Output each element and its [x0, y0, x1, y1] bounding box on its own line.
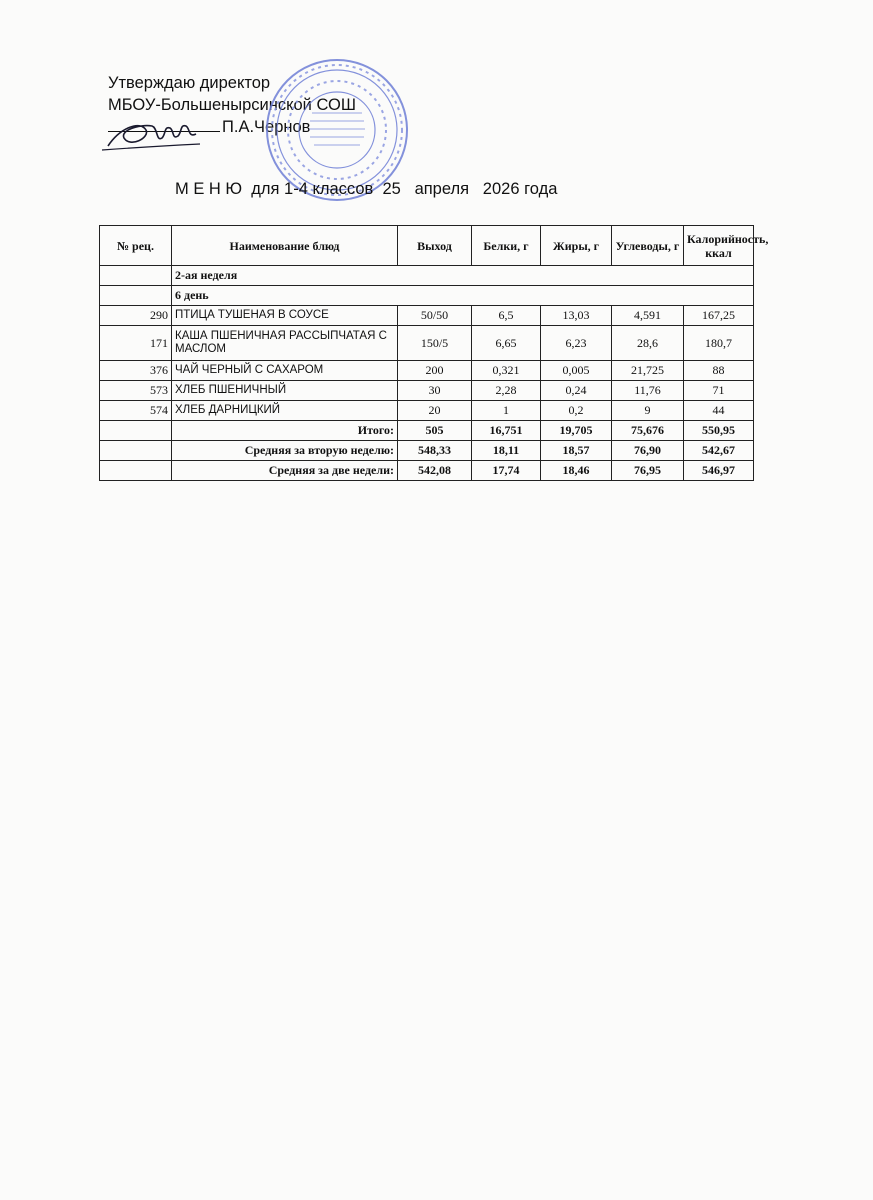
calories-value: 167,25 [684, 306, 754, 326]
average-week-calories: 542,67 [684, 441, 754, 461]
calories-value: 180,7 [684, 326, 754, 361]
average-two-weeks-carbs: 76,95 [612, 461, 684, 481]
total-carbs: 75,676 [612, 421, 684, 441]
fat-value: 13,03 [541, 306, 612, 326]
output-value: 50/50 [398, 306, 472, 326]
fat-value: 0,005 [541, 361, 612, 381]
average-two-weeks-row [100, 461, 754, 481]
calories-value: 44 [684, 401, 754, 421]
average-week-row [100, 441, 754, 461]
table-row [100, 326, 754, 361]
menu-table [99, 225, 769, 481]
average-week-carbs: 76,90 [612, 441, 684, 461]
table-header-row [100, 226, 754, 266]
dish-name: ПТИЦА ТУШЕНАЯ В СОУСЕ [172, 306, 398, 326]
table-row [100, 361, 754, 381]
output-value: 20 [398, 401, 472, 421]
day-row [100, 286, 754, 306]
carbs-value: 4,591 [612, 306, 684, 326]
recipe-number: 290 [100, 306, 172, 326]
protein-value: 6,65 [472, 326, 541, 361]
col-output: Выход [398, 226, 472, 266]
average-two-weeks-fat: 18,46 [541, 461, 612, 481]
carbs-value: 21,725 [612, 361, 684, 381]
recipe-number: 573 [100, 381, 172, 401]
total-fat: 19,705 [541, 421, 612, 441]
average-week-fat: 18,57 [541, 441, 612, 461]
col-protein: Белки, г [472, 226, 541, 266]
protein-value: 6,5 [472, 306, 541, 326]
total-calories: 550,95 [684, 421, 754, 441]
approve-text: Утверждаю директор [108, 74, 271, 92]
protein-value: 1 [472, 401, 541, 421]
day-label: 6 день [172, 286, 754, 306]
average-two-weeks-protein: 17,74 [472, 461, 541, 481]
average-week-protein: 18,11 [472, 441, 541, 461]
total-label: Итого: [172, 421, 398, 441]
average-two-weeks-output: 542,08 [398, 461, 472, 481]
col-carbs: Углеводы, г [612, 226, 684, 266]
dish-name: ЧАЙ ЧЕРНЫЙ С САХАРОМ [172, 361, 398, 381]
signer-name: П.А.Чернов [222, 118, 311, 136]
output-value: 30 [398, 381, 472, 401]
calories-value: 88 [684, 361, 754, 381]
fat-value: 0,24 [541, 381, 612, 401]
col-calories: Калорийность, ккал [684, 226, 754, 266]
average-two-weeks-label: Средняя за две недели: [172, 461, 398, 481]
dish-name: КАША ПШЕНИЧНАЯ РАССЫПЧАТАЯ С МАСЛОМ [172, 326, 398, 361]
average-week-label: Средняя за вторую неделю: [172, 441, 398, 461]
carbs-value: 9 [612, 401, 684, 421]
week-row [100, 266, 754, 286]
average-week-output: 548,33 [398, 441, 472, 461]
table-row [100, 306, 754, 326]
output-value: 150/5 [398, 326, 472, 361]
output-value: 200 [398, 361, 472, 381]
average-two-weeks-calories: 546,97 [684, 461, 754, 481]
calories-value: 71 [684, 381, 754, 401]
col-recipe-number: № рец. [100, 226, 172, 266]
recipe-number: 171 [100, 326, 172, 361]
table-row [100, 381, 754, 401]
fat-value: 0,2 [541, 401, 612, 421]
col-dish-name: Наименование блюд [172, 226, 398, 266]
total-protein: 16,751 [472, 421, 541, 441]
protein-value: 0,321 [472, 361, 541, 381]
menu-title: М Е Н Ю для 1-4 классов 25 апреля 2026 года [175, 180, 558, 198]
carbs-value: 28,6 [612, 326, 684, 361]
fat-value: 6,23 [541, 326, 612, 361]
table-row [100, 401, 754, 421]
week-label: 2-ая неделя [172, 266, 754, 286]
total-output: 505 [398, 421, 472, 441]
signature-icon [100, 108, 210, 158]
col-fat: Жиры, г [541, 226, 612, 266]
recipe-number: 574 [100, 401, 172, 421]
carbs-value: 11,76 [612, 381, 684, 401]
total-row [100, 421, 754, 441]
school-name: МБОУ-Большеныpсинской СОШ [108, 96, 356, 114]
dish-name: ХЛЕБ ДАРНИЦКИЙ [172, 401, 398, 421]
protein-value: 2,28 [472, 381, 541, 401]
recipe-number: 376 [100, 361, 172, 381]
dish-name: ХЛЕБ ПШЕНИЧНЫЙ [172, 381, 398, 401]
